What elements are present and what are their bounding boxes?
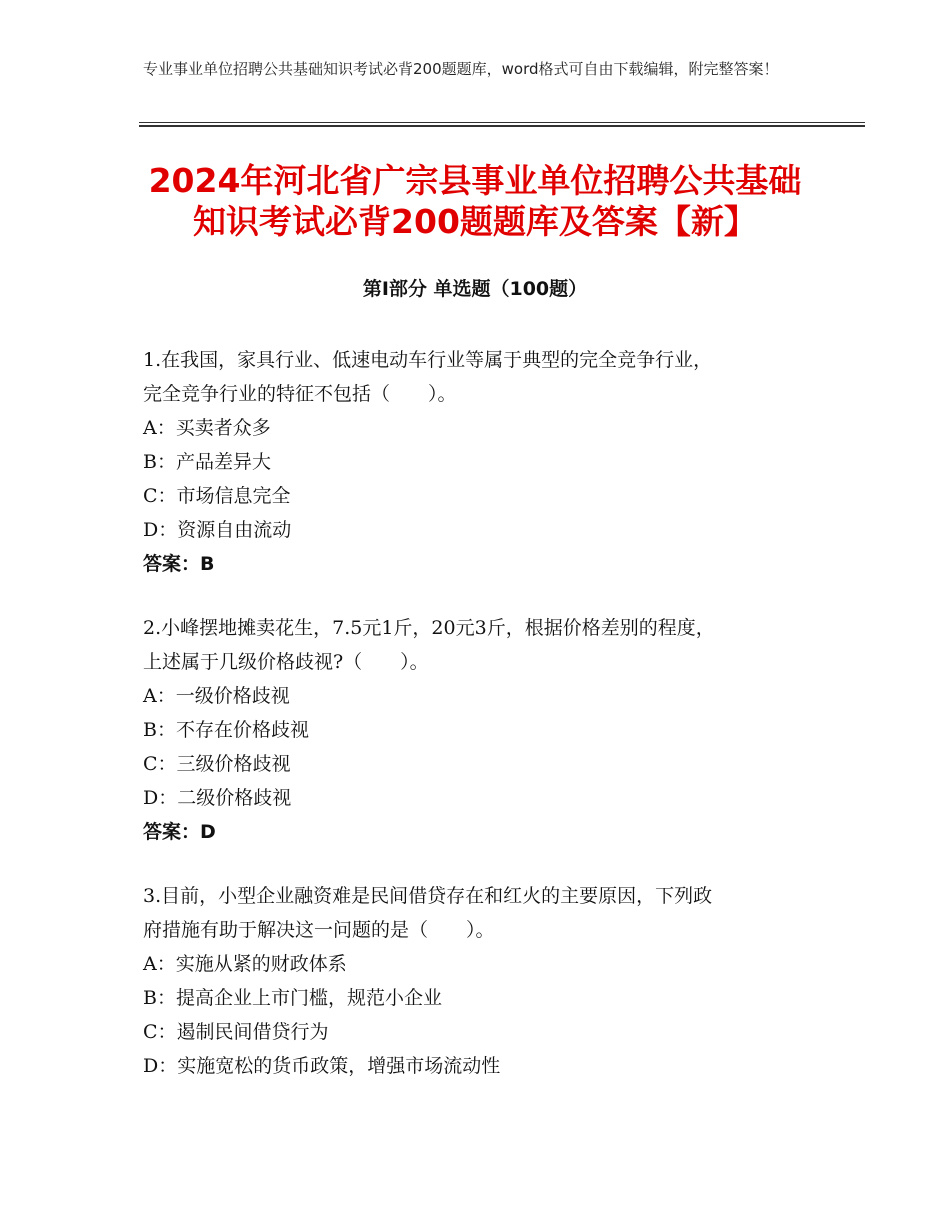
option-a: A：买卖者众多 (143, 417, 271, 439)
answer-value: D (200, 821, 216, 843)
question-2 (143, 611, 823, 849)
option-d: D：资源自由流动 (143, 519, 292, 541)
question-3 (143, 879, 823, 1083)
answer-value: B (200, 553, 215, 575)
option-d: D：实施宽松的货币政策，增强市场流动性 (143, 1055, 501, 1077)
option-c: C：市场信息完全 (143, 485, 291, 507)
question-list (143, 343, 823, 1113)
option-b: B：产品差异大 (143, 451, 271, 473)
question-stem-line-2: 上述属于几级价格歧视?（ ）。 (143, 651, 429, 673)
option-d: D：二级价格歧视 (143, 787, 292, 809)
question-stem-line-2: 完全竞争行业的特征不包括（ ）。 (143, 383, 457, 405)
question-stem-line-1: 1.在我国，家具行业、低速电动车行业等属于典型的完全竞争行业， (143, 349, 713, 371)
title-line-2: 知识考试必背200题题库及答案【新】 (193, 202, 757, 241)
option-a: A：一级价格歧视 (143, 685, 290, 707)
answer-prefix: 答案： (143, 553, 201, 575)
header-rule-thin (139, 122, 865, 123)
option-b: B：提高企业上市门槛，规范小企业 (143, 987, 442, 1009)
document-title (120, 160, 830, 242)
header-rule-thick (139, 125, 865, 127)
answer-line (143, 815, 823, 849)
title-line-1: 2024年河北省广宗县事业单位招聘公共基础 (148, 161, 802, 200)
option-c: C：遏制民间借贷行为 (143, 1021, 329, 1043)
option-c: C：三级价格歧视 (143, 753, 291, 775)
question-stem-line-2: 府措施有助于解决这一问题的是（ ）。 (143, 919, 495, 941)
answer-prefix: 答案： (143, 821, 201, 843)
question-1 (143, 343, 823, 581)
answer-line (143, 547, 823, 581)
question-stem-line-1: 3.目前，小型企业融资难是民间借贷存在和红火的主要原因，下列政 (143, 885, 713, 907)
option-a: A：实施从紧的财政体系 (143, 953, 347, 975)
header-note: 专业事业单位招聘公共基础知识考试必背200题题库，word格式可自由下载编辑，附完整答案！ (143, 60, 779, 78)
question-stem-line-1: 2.小峰摆地摊卖花生，7.5元1斤，20元3斤，根据价格差别的程度， (143, 617, 715, 639)
option-b: B：不存在价格歧视 (143, 719, 309, 741)
section-title: 第Ⅰ部分 单选题（100题） (362, 278, 588, 300)
